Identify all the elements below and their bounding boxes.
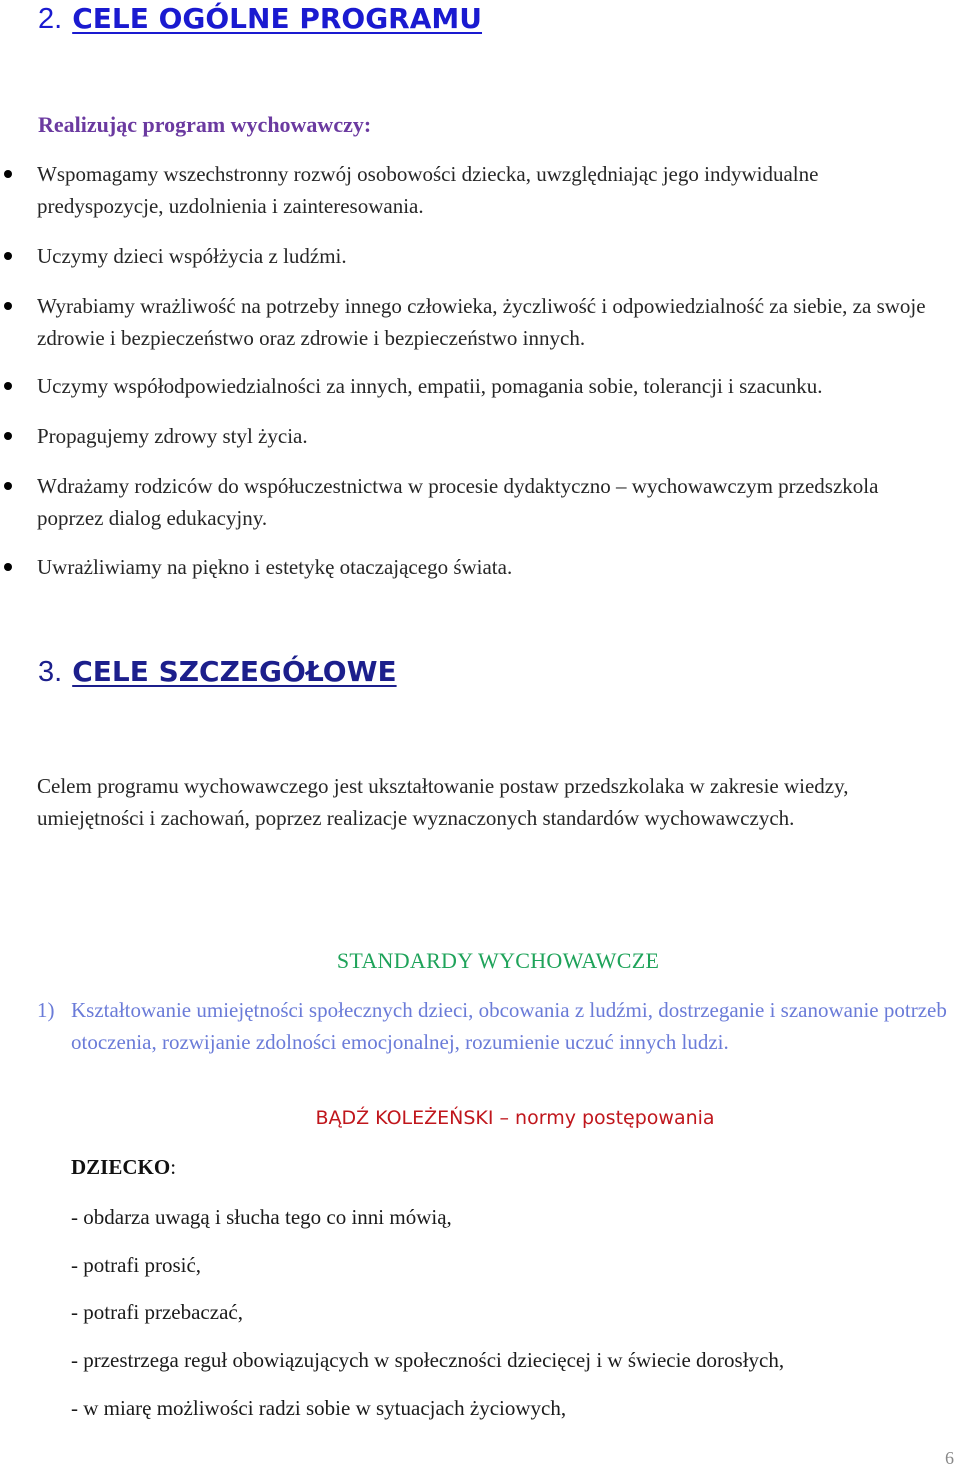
norms-title: BĄDŹ KOLEŻEŃSKI – normy postępowania <box>315 1107 715 1129</box>
bullet-icon <box>4 252 12 260</box>
bullet-icon <box>4 382 12 390</box>
section-3-paragraph: Celem programu wychowawczego jest ukształtowanie postaw przedszkolaka w zakresie wiedzy, umiejętności i zachowań, poprzez realizacje wyznaczonych standardów wychowawczych. <box>37 774 849 830</box>
list-item: - potrafi przebaczać, <box>71 1300 243 1324</box>
child-label-colon: : <box>170 1155 177 1179</box>
section-2-number: 2. <box>38 3 63 35</box>
list-item-text: Wspomagamy wszechstronny rozwój osobowości dziecka, uwzględniając jego indywidualne predyspozycje, uzdolnienia i zainteresowania. <box>37 162 819 218</box>
standard-number: 1) <box>37 998 55 1022</box>
section-3-title: CELE SZCZEGÓŁOWE <box>72 655 397 688</box>
section-3-heading <box>38 655 397 689</box>
page-number: 6 <box>945 1448 954 1468</box>
child-label <box>71 1155 176 1180</box>
bullet-icon <box>4 432 12 440</box>
list-item-text: Wdrażamy rodziców do współuczestnictwa w procesie dydaktyczno – wychowawczym przedszkola poprzez dialog edukacyjny. <box>37 474 879 530</box>
list-item-text: Uwrażliwiamy na piękno i estetykę otaczającego świata. <box>37 555 513 579</box>
section-2-heading <box>38 2 482 36</box>
bullet-icon <box>4 482 12 490</box>
list-item-text: Propagujemy zdrowy styl życia. <box>37 424 308 448</box>
list-item: - w miarę możliwości radzi sobie w sytuacjach życiowych, <box>71 1396 567 1420</box>
standards-title: STANDARDY WYCHOWAWCZE <box>336 948 660 973</box>
section-3-number: 3. <box>38 656 63 688</box>
bullet-icon <box>4 170 12 178</box>
section-2-intro: Realizując program wychowawczy: <box>38 112 372 137</box>
list-item: - potrafi prosić, <box>71 1253 202 1277</box>
list-item: - obdarza uwagą i słucha tego co inni mówią, <box>71 1205 452 1229</box>
bullet-icon <box>4 302 12 310</box>
list-item-text: Uczymy dzieci współżycia z ludźmi. <box>37 244 347 268</box>
list-item: - przestrzega reguł obowiązujących w społeczności dziecięcej i w świecie dorosłych, <box>71 1348 785 1372</box>
section-2-title: CELE OGÓLNE PROGRAMU <box>72 2 483 35</box>
bullet-icon <box>4 563 12 571</box>
standard-text: Kształtowanie umiejętności społecznych dzieci, obcowania z ludźmi, dostrzeganie i szanowanie potrzeb otoczenia, rozwijanie zdolności emocjonalnej, rozumienie uczuć innych ludzi. <box>71 998 947 1054</box>
list-item-text: Uczymy współodpowiedzialności za innych, empatii, pomagania sobie, tolerancji i szacunku. <box>37 374 823 398</box>
child-label-text: DZIECKO <box>71 1155 171 1179</box>
list-item-text: Wyrabiamy wrażliwość na potrzeby innego człowieka, życzliwość i odpowiedzialność za siebie, za swoje zdrowie i bezpieczeństwo oraz zdrowie i bezpieczeństwo innych. <box>37 294 926 350</box>
